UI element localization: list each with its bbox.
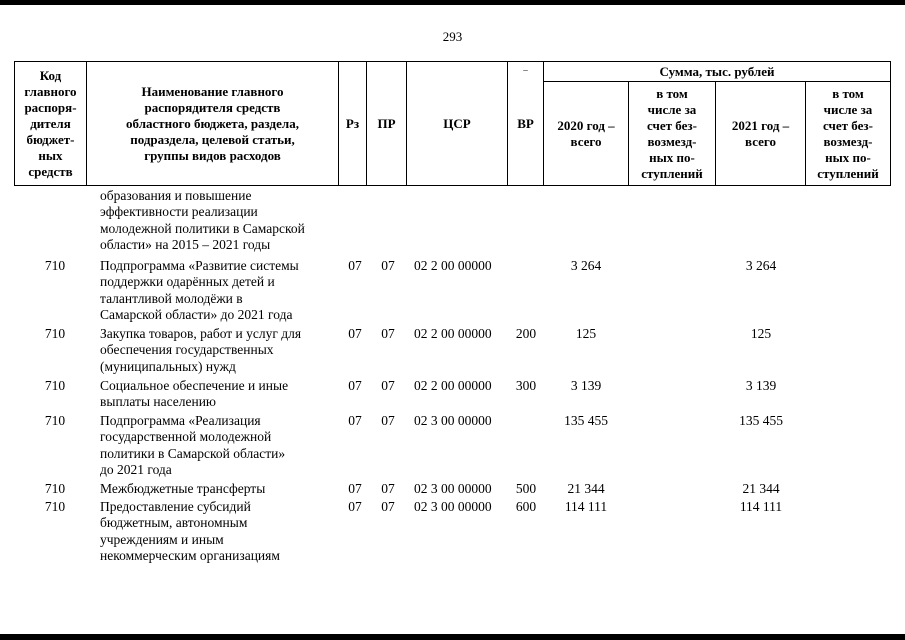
row-vr: 600 — [515, 499, 537, 514]
row-vr: 500 — [515, 481, 537, 496]
header-2020-total: 2020 год – всего — [557, 117, 615, 149]
row-name: Социальное обеспечение и иные выплаты населению — [100, 378, 289, 410]
row-rz: 07 — [348, 413, 362, 428]
row-sum-2021: 3 264 — [745, 258, 777, 273]
row-sum-2021: 135 455 — [739, 413, 783, 428]
header-vr-dash: – — [523, 65, 528, 75]
row-rz: 07 — [348, 378, 362, 393]
row-pr: 07 — [381, 499, 395, 514]
row-pr: 07 — [381, 481, 395, 496]
row-csr: 02 3 00 00000 — [414, 481, 492, 496]
row-sum-2020: 21 344 — [567, 481, 605, 496]
row-rz: 07 — [348, 499, 362, 514]
row-name: Закупка товаров, работ и услуг для обеспечения государственных (муниципальных) нужд — [100, 326, 302, 374]
row-csr: 02 3 00 00000 — [414, 499, 492, 514]
row-code: 710 — [44, 413, 66, 428]
row-sum-2021: 125 — [750, 326, 772, 341]
row-name: Предоставление субсидий бюджетным, автономным учреждениям и иным некоммерческим организациям — [100, 499, 280, 563]
header-csr: ЦСР — [443, 115, 471, 131]
header-sum-title: Сумма, тыс. рублей — [659, 63, 775, 79]
row-code: 710 — [44, 326, 66, 341]
row-vr: 300 — [515, 378, 537, 393]
header-pr: ПР — [377, 115, 396, 131]
row-rz: 07 — [348, 481, 362, 496]
row-name: Подпрограмма «Реализация государственной молодежной политики в Самарской области» до 2021 года — [100, 413, 286, 477]
row-pr: 07 — [381, 326, 395, 341]
header-rz: Рз — [345, 115, 360, 131]
row-code: 710 — [44, 378, 66, 393]
row-pr: 07 — [381, 258, 395, 273]
row-sum-2020: 135 455 — [564, 413, 608, 428]
row-sum-2020: 3 264 — [570, 258, 602, 273]
row-name: Межбюджетные трансферты — [100, 481, 266, 496]
top-rule — [0, 0, 905, 5]
row-sum-2020: 125 — [575, 326, 597, 341]
header-code: Код главного распоря- дителя бюджет- ных средств — [24, 67, 77, 179]
header-2021-total: 2021 год – всего — [731, 117, 790, 149]
page-number: 293 — [442, 29, 463, 44]
row-sum-2021: 3 139 — [745, 378, 777, 393]
row-csr: 02 2 00 00000 — [414, 378, 492, 393]
row-sum-2021: 21 344 — [742, 481, 780, 496]
row-sum-2021: 114 111 — [739, 499, 783, 514]
row-csr: 02 2 00 00000 — [414, 258, 492, 273]
row-sum-2020: 3 139 — [570, 378, 602, 393]
row-vr: 200 — [515, 326, 537, 341]
row-sum-2020: 114 111 — [564, 499, 608, 514]
row-csr: 02 3 00 00000 — [414, 413, 492, 428]
row-rz: 07 — [348, 258, 362, 273]
row-pr: 07 — [381, 413, 395, 428]
row-rz: 07 — [348, 326, 362, 341]
row-pr: 07 — [381, 378, 395, 393]
row-name: образования и повышение эффективности реализации молодежной политики в Самарской области» на 2015 – 2021 годы — [100, 188, 305, 252]
header-border — [14, 185, 891, 186]
row-code: 710 — [44, 481, 66, 496]
row-code: 710 — [44, 499, 66, 514]
header-vr: ВР — [517, 115, 534, 131]
header-name: Наименование главного распорядителя средств областного бюджета, раздела, подраздела, целевой статьи, группы видов расходов — [126, 83, 299, 163]
row-csr: 02 2 00 00000 — [414, 326, 492, 341]
header-2021-gratuitous: в том числе за счет без- возмезд- ных по- ступлений — [817, 85, 879, 181]
row-name: Подпрограмма «Развитие системы поддержки одарённых детей и талантливой молодёжи в Самарской области» до 2021 года — [100, 258, 299, 322]
header-2020-gratuitous: в том числе за счет без- возмезд- ных по- ступлений — [641, 85, 703, 181]
bottom-rule — [0, 634, 905, 640]
header-border — [890, 61, 891, 186]
row-code: 710 — [44, 258, 66, 273]
table-header — [14, 61, 891, 186]
